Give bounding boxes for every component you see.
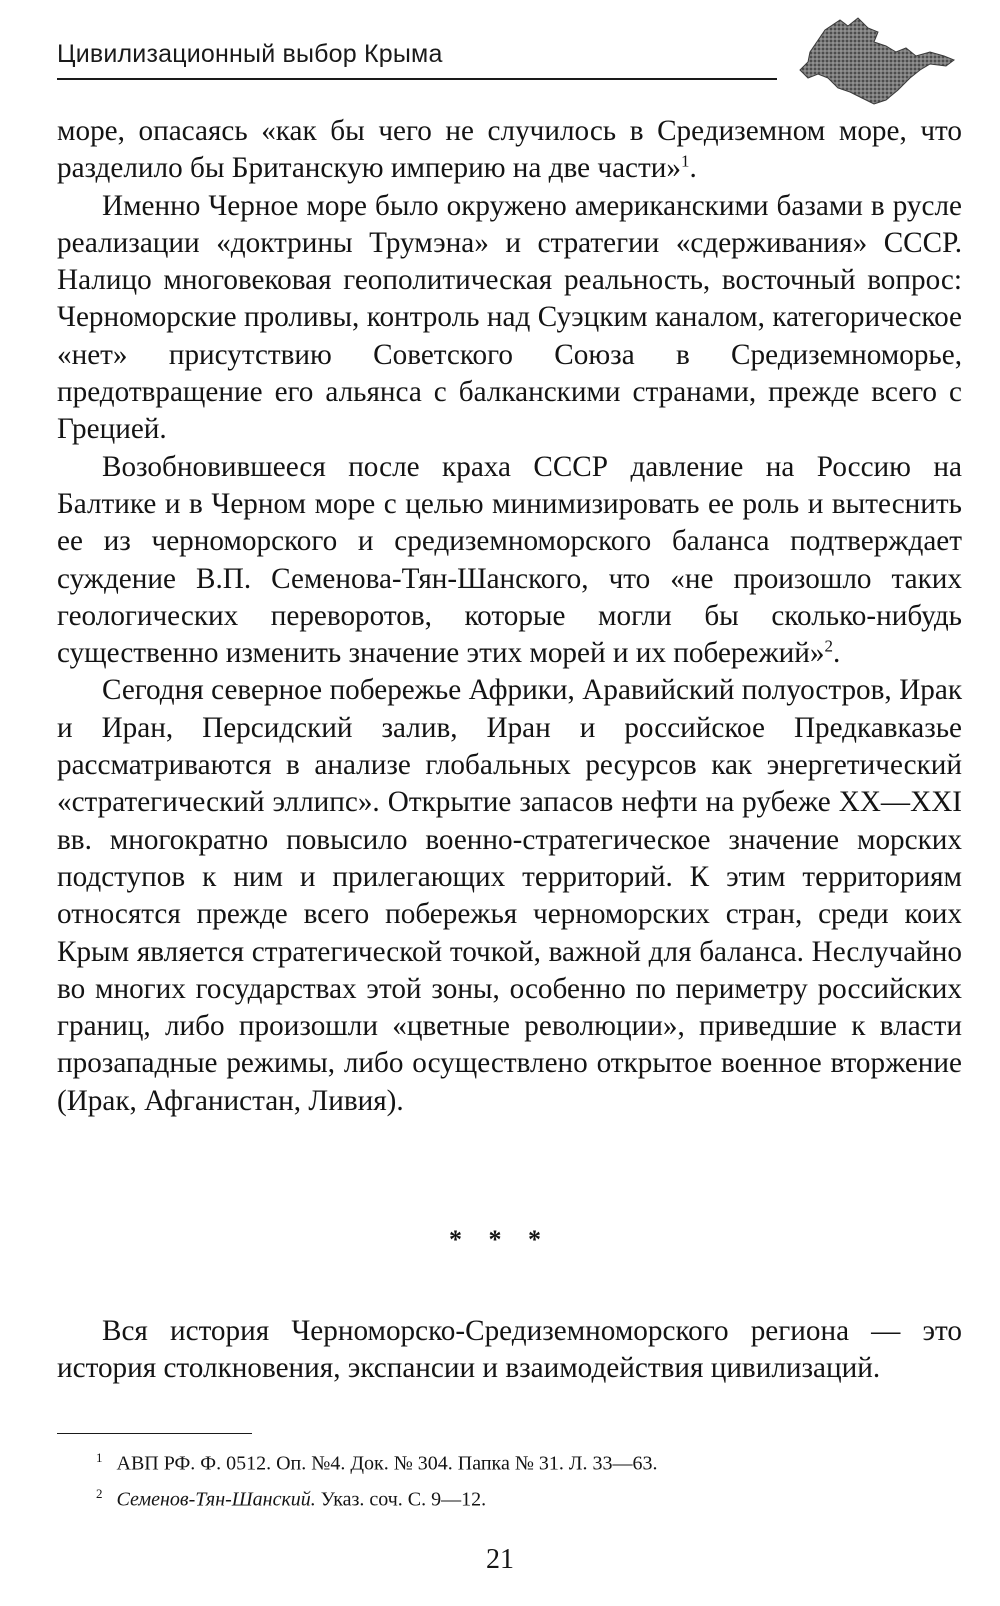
main-text <box>57 113 962 1120</box>
running-header-title: Цивилизационный выбор Крыма <box>57 40 443 68</box>
closing-paragraph: Вся история Черноморско-Средиземноморского региона — это история столкновения, экспансии и взаимодействия цивилизаций. <box>57 1315 962 1385</box>
closing-text <box>57 1313 962 1388</box>
paragraph-3 <box>57 449 962 673</box>
footnote-2-text: Указ. соч. С. 9—12. <box>315 1488 487 1511</box>
footnote-1-number: 1 <box>96 1450 103 1465</box>
footnote-ref-1: 1 <box>680 151 690 171</box>
footnote-2-number: 2 <box>96 1485 103 1501</box>
footnotes <box>96 1443 956 1514</box>
section-separator: * * * <box>449 1225 551 1254</box>
paragraph-2: Именно Черное море было окружено американскими базами в русле реализации «доктрины Трумэна» и стратегии «сдерживания» СССР. Налицо многовековая геополитическая реальность, восточный вопрос: Черноморские проливы, контроль над Суэцким каналом, категорическое «нет» присутствию Советского Союза в Средиземноморье, предотвращение его альянса с балканскими странами, прежде всего с Грецией. <box>57 189 962 446</box>
footnote-1 <box>96 1443 956 1479</box>
page-number: 21 <box>486 1544 514 1575</box>
paragraph-1 <box>57 113 962 188</box>
footnote-2 <box>96 1479 956 1515</box>
paragraph-1-end: . <box>689 152 697 185</box>
paragraph-3-text: Возобновившееся после краха СССР давление на Россию на Балтике и в Черном море с целью минимизировать ее роль и вытеснить ее из черноморского и средиземноморского баланса подтверждает суждение В.П. Семенова-Тян-Шанского, что «не произошло таких геологических переворотов, которые могли бы сколько-нибудь существенно изменить значение этих морей и их побережий» <box>57 450 962 670</box>
running-header <box>57 34 777 80</box>
footnote-1-text: АВП РФ. Ф. 0512. Оп. №4. Док. № 304. Папка № 31. Л. 33—63. <box>116 1452 658 1475</box>
paragraph-4: Сегодня северное побережье Африки, Аравийский полуостров, Ирак и Иран, Персидский залив, Иран и российское Предкавказье рассматриваются в анализе глобальных ресурсов как энергетический «стратегический эллипс». Открытие запасов нефти на рубеже XX—XXI вв. многократно повысило военно-стратегическое значение морских подступов к ним и прилегающих территорий. К этим территориям относятся прежде всего побережья черноморских стран, среди коих Крым является стратегической точкой, важной для баланса. Неслучайно во многих государствах этой зоны, особенно по периметру российских границ, либо произошли «цветные революции», приведшие к власти прозападные режимы, либо осуществлено открытое военное вторжение (Ирак, Афганистан, Ливия). <box>57 674 962 1117</box>
footnote-2-author: Семенов-Тян-Шанский. <box>116 1488 316 1511</box>
paragraph-1-text: море, опасаясь «как бы чего не случилось в Средиземном море, что разделило бы Британскую империю на две части» <box>57 115 962 185</box>
paragraph-3-end: . <box>832 637 841 670</box>
footnote-divider <box>57 1433 252 1434</box>
footnote-ref-2: 2 <box>824 636 833 656</box>
crimea-map-icon <box>770 12 960 112</box>
